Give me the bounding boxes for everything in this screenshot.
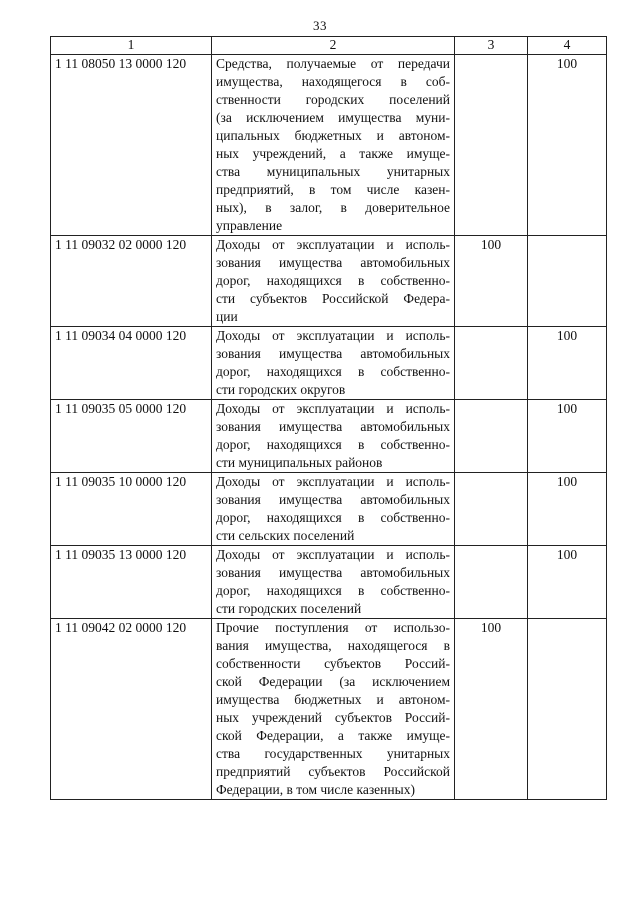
description-line: Доходы от эксплуатации и исполь- [216,237,450,252]
value-col-3 [455,473,528,546]
table-body [51,55,607,800]
header-col-4: 4 [528,37,607,55]
value-col-4 [528,236,607,327]
description-line: зования имущества автомобильных [216,492,450,507]
value-col-3: 100 [455,619,528,800]
description-line: ственности городских поселений [216,92,450,107]
revenue-description [212,619,455,800]
description-line: Доходы от эксплуатации и исполь- [216,547,450,562]
description-line: сти городских округов [216,382,346,397]
description-line: управление [216,218,283,233]
description-line: зования имущества автомобильных [216,565,450,580]
description-line: имущества, находящегося в соб- [216,74,450,89]
value-col-3 [455,327,528,400]
table-row [51,619,607,800]
description-line: дорог, находящихся в собственно- [216,364,450,379]
revenue-description [212,546,455,619]
description-line: предприятий субъектов Российской [216,764,450,779]
value-col-3: 100 [455,236,528,327]
description-line: ской Федерации (за исключением [216,674,450,689]
description-line: ства муниципальных унитарных [216,164,450,179]
value-col-4: 100 [528,327,607,400]
description-line: дорог, находящихся в собственно- [216,583,450,598]
revenue-description [212,55,455,236]
description-line: ципальных бюджетных и автоном- [216,128,450,143]
description-line: собственности субъектов Россий- [216,656,450,671]
table-row [51,546,607,619]
value-col-4: 100 [528,546,607,619]
header-col-2: 2 [212,37,455,55]
description-line: зования имущества автомобильных [216,346,450,361]
description-line: ции [216,309,238,324]
value-col-4: 100 [528,400,607,473]
description-line: имущества бюджетных и автоном- [216,692,450,707]
value-col-4: 100 [528,473,607,546]
value-col-3 [455,55,528,236]
description-line: сти сельских поселений [216,528,355,543]
revenue-code: 1 11 09035 10 0000 120 [51,473,212,546]
description-line: предприятий, в том числе казен- [216,182,450,197]
description-line: дорог, находящихся в собственно- [216,510,450,525]
description-line: Федерации, в том числе казенных) [216,782,415,797]
table-row [51,236,607,327]
value-col-4: 100 [528,55,607,236]
description-line: дорог, находящихся в собственно- [216,273,450,288]
revenue-code: 1 11 09032 02 0000 120 [51,236,212,327]
revenue-code: 1 11 08050 13 0000 120 [51,55,212,236]
revenue-code: 1 11 09042 02 0000 120 [51,619,212,800]
description-line: ных), в залог, в доверительное [216,200,450,215]
revenue-description [212,473,455,546]
description-line: ской Федерации, а также имуще- [216,728,450,743]
table-row [51,55,607,236]
description-line: Средства, получаемые от передачи [216,56,450,71]
header-col-3: 3 [455,37,528,55]
description-line: ных учреждений, а также имуще- [216,146,450,161]
revenue-code: 1 11 09035 05 0000 120 [51,400,212,473]
revenue-description [212,236,455,327]
revenue-code: 1 11 09034 04 0000 120 [51,327,212,400]
description-line: Доходы от эксплуатации и исполь- [216,328,450,343]
description-line: ства государственных унитарных [216,746,450,761]
description-line: Прочие поступления от использо- [216,620,450,635]
value-col-3 [455,400,528,473]
description-line: зования имущества автомобильных [216,419,450,434]
revenue-table [50,36,607,800]
revenue-description [212,400,455,473]
description-line: ных учреждений субъектов Россий- [216,710,450,725]
description-line: вания имущества, находящегося в [216,638,450,653]
description-line: Доходы от эксплуатации и исполь- [216,401,450,416]
description-line: Доходы от эксплуатации и исполь- [216,474,450,489]
page-number: 33 [313,18,327,33]
table-row [51,327,607,400]
value-col-3 [455,546,528,619]
value-col-4 [528,619,607,800]
description-line: дорог, находящихся в собственно- [216,437,450,452]
description-line: зования имущества автомобильных [216,255,450,270]
description-line: сти субъектов Российской Федера- [216,291,450,306]
description-line: (за исключением имущества муни- [216,110,450,125]
description-line: сти муниципальных районов [216,455,383,470]
revenue-description [212,327,455,400]
description-line: сти городских поселений [216,601,362,616]
table-row [51,473,607,546]
header-col-1: 1 [51,37,212,55]
table-row [51,400,607,473]
revenue-code: 1 11 09035 13 0000 120 [51,546,212,619]
table-header-row [51,37,607,55]
